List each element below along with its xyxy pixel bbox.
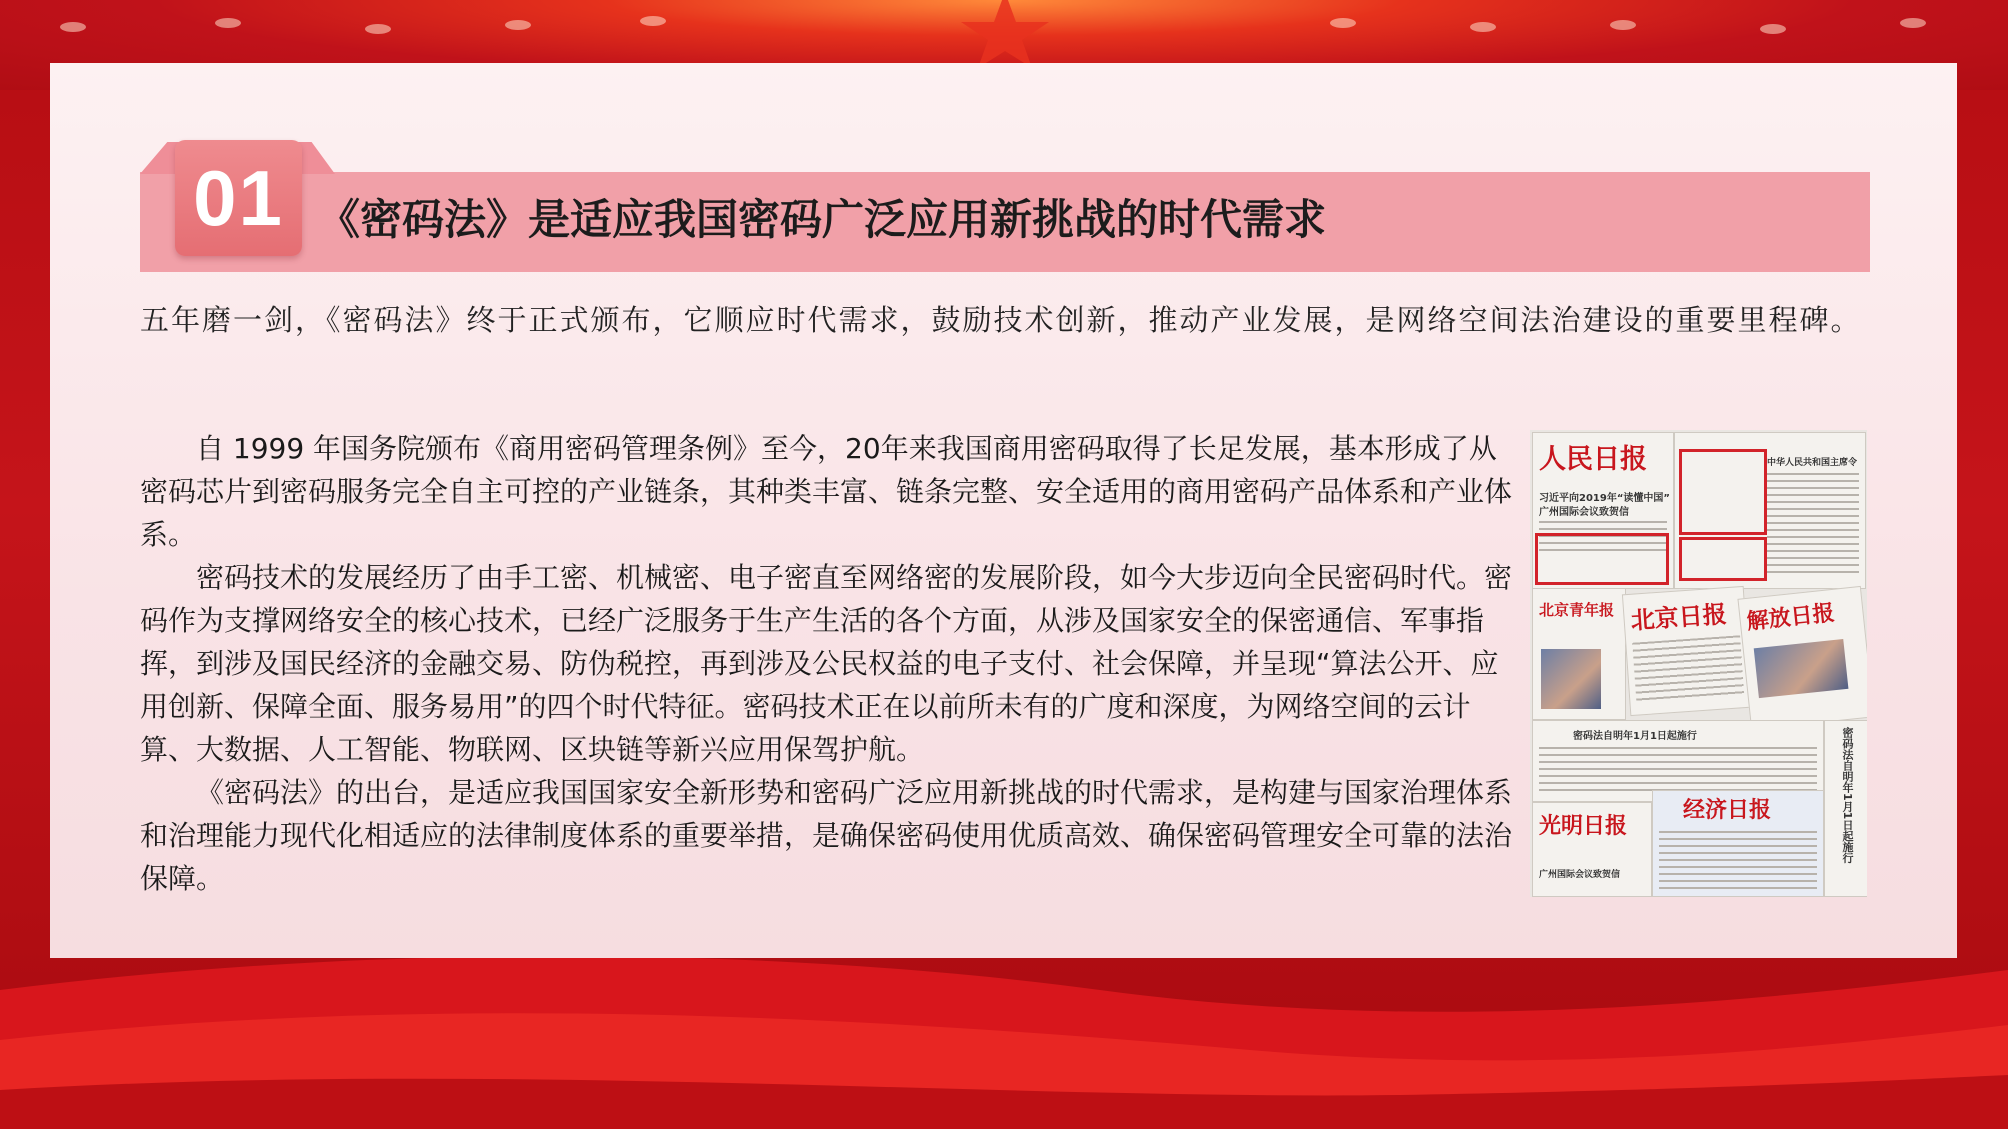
- star-icon: [950, 0, 1060, 70]
- newspaper-headline: 习近平向2019年“读懂中国”: [1539, 493, 1670, 504]
- newspaper-masthead: 光明日报: [1539, 813, 1628, 839]
- newspaper-5: [1737, 586, 1867, 730]
- newspaper-masthead: 北京日报: [1629, 599, 1728, 635]
- newspaper-masthead: 经济日报: [1683, 797, 1772, 823]
- newspaper-1: [1532, 432, 1674, 589]
- newspaper-3: [1532, 588, 1626, 720]
- paragraph: 自 1999 年国务院颁布《商用密码管理条例》至今，20年来我国商用密码取得了长足发展，基本形成了从密码芯片到密码服务完全自主可控的产业链条，其种类丰富、链条完整、安全适用的商用密码产品体系和产业体系。: [140, 432, 1513, 551]
- newspaper-9: [1824, 720, 1867, 897]
- paragraph: 《密码法》的出台，是适应我国国家安全新形势和密码广泛应用新挑战的时代需求，是构建与国家治理体系和治理能力现代化相适应的法律制度体系的重要举措，是确保密码使用优质高效、确保密码管理安全可靠的法治保障。: [140, 776, 1513, 895]
- section-title: 《密码法》是适应我国密码广泛应用新挑战的时代需求: [318, 195, 1327, 244]
- newspaper-headline: 广州国际会议致贺信: [1539, 507, 1629, 518]
- background-wave: [0, 930, 2008, 1129]
- newspaper-headline: 密码法自明年1月1日起施行: [1573, 731, 1697, 742]
- paragraph: 密码技术的发展经历了由手工密、机械密、电子密直至网络密的发展阶段，如今大步迈向全民密码时代。密码作为支撑网络安全的核心技术，已经广泛服务于生产生活的各个方面，从涉及国家安全的保密通信、军事指挥，到涉及国民经济的金融交易、防伪税控，再到涉及公民权益的电子支付、社会保障，并呈现“算法公开、应用创新、保障全面、服务易用”的四个时代特征。密码技术正在以前所未有的广度和深度，为网络空间的云计算、大数据、人工智能、物联网、区块链等新兴应用保驾护航。: [140, 561, 1513, 766]
- newspaper-7: [1532, 802, 1652, 897]
- newspaper-collage: [1530, 430, 1867, 897]
- newspaper-headline: 密码法自明年1月1日起施行: [1841, 727, 1854, 864]
- newspaper-headline: 广州国际会议致贺信: [1539, 870, 1621, 880]
- intro-text: 五年磨一剑，《密码法》终于正式颁布，它顺应时代需求，鼓励技术创新，推动产业发展，是网络空间法治建设的重要里程碑。: [140, 303, 1862, 337]
- newspaper-masthead: 解放日报: [1745, 599, 1836, 635]
- newspaper-8: [1652, 790, 1824, 897]
- newspaper-masthead: 北京青年报: [1539, 601, 1615, 619]
- section-number: 01: [175, 140, 302, 256]
- newspaper-2: [1674, 432, 1866, 589]
- newspaper-masthead: 人民日报: [1539, 444, 1647, 475]
- newspaper-4: [1622, 586, 1752, 716]
- body-text: [140, 427, 1512, 900]
- newspaper-headline: 中华人民共和国主席令: [1767, 458, 1858, 468]
